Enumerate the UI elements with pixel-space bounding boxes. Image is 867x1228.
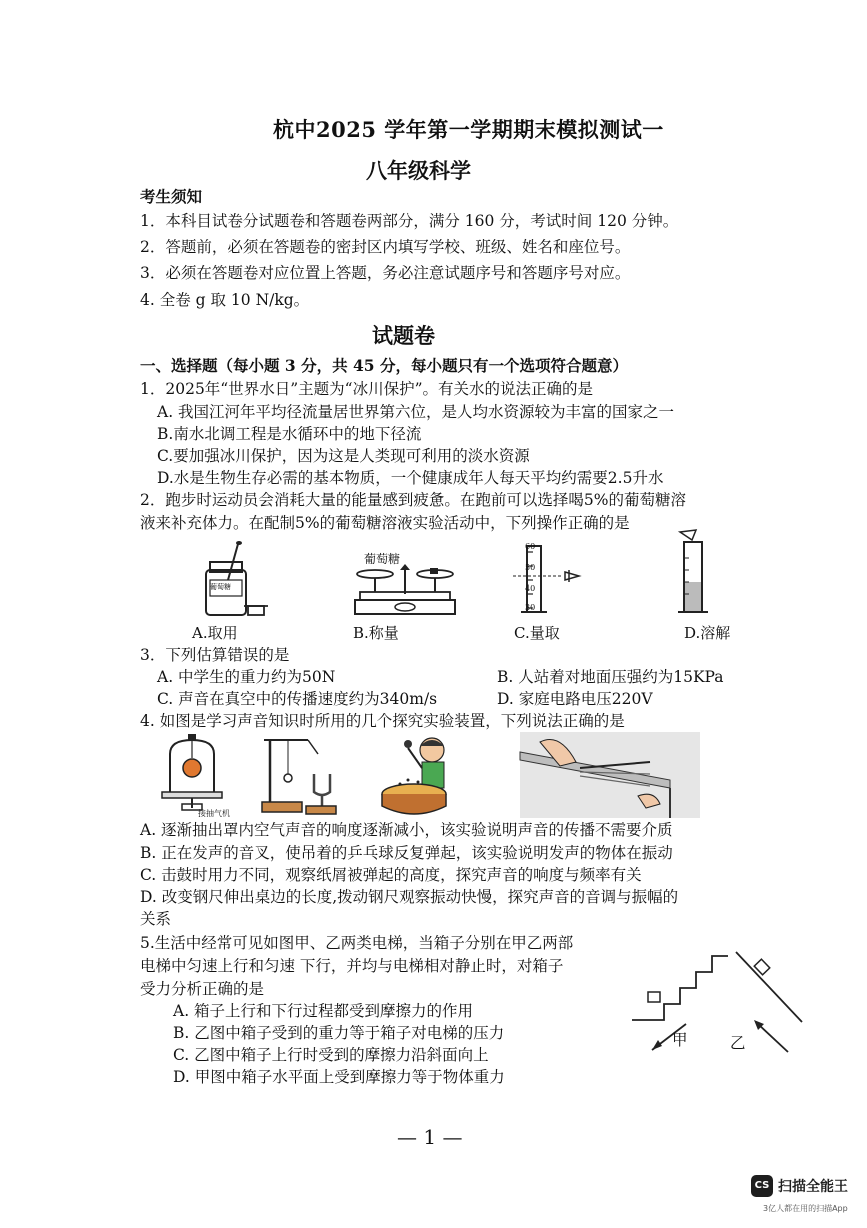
figure-escalators [630, 940, 810, 1060]
tick-label: 50 [525, 563, 536, 572]
page-number: — 1 — [397, 1125, 463, 1149]
camscanner-name: 扫描全能王 [778, 1179, 848, 1195]
paper-heading: 试题卷 [372, 323, 435, 348]
pump-label: 接抽气机 [198, 809, 230, 818]
figure-caption: D.溶解 [684, 624, 731, 642]
question-option: A. 我国江河年平均径流量居世界第六位，是人均水资源较为丰富的国家之一 [157, 403, 675, 421]
question-option: C.要加强冰川保护，因为这是人类现可利用的淡水资源 [157, 447, 530, 465]
figure-ruler-table [520, 732, 700, 818]
figure-bell-jar [160, 734, 230, 816]
question-stem: 电梯中匀速上行和匀速 下行，并均与电梯相对静止时，对箱子 [140, 957, 564, 975]
question-stem: 4. 如图是学习声音知识时所用的几个探究实验装置，下列说法正确的是 [140, 712, 625, 730]
question-option: B. 正在发声的音叉，使吊着的乒乓球反复弹起，该实验说明发声的物体在振动 [140, 844, 673, 862]
question-option: D. 家庭电路电压220V [497, 690, 653, 708]
notice-item: 4. 全卷 g 取 10 N/kg。 [140, 291, 310, 309]
question-option: B. 乙图中箱子受到的重力等于箱子对电梯的压力 [173, 1024, 505, 1042]
question-option: D. 改变钢尺伸出桌边的长度,拨动钢尺观察振动快慢，探究声音的音调与振幅的 [140, 888, 679, 906]
notice-item: 2．答题前，必须在答题卷的密封区内填写学校、班级、姓名和座位号。 [140, 238, 631, 256]
question-stem: 受力分析正确的是 [140, 980, 265, 998]
tick-label: 40 [525, 584, 536, 593]
figure-balance [350, 564, 460, 624]
question-option: A. 逐渐抽出罩内空气声音的响度逐渐减小，该实验说明声音的传播不需要介质 [140, 821, 673, 839]
question-option: D. 甲图中箱子水平面上受到摩擦力等于物体重力 [173, 1068, 505, 1086]
question-stem: 1．2025年“世界水日”主题为“冰川保护”。有关水的说法正确的是 [140, 380, 594, 398]
tick-label: 30 [525, 603, 536, 612]
balance-label: 葡萄糖 [364, 552, 401, 566]
question-option: C. 乙图中箱子上行时受到的摩擦力沿斜面向上 [173, 1046, 489, 1064]
tick-label: 60 [525, 542, 536, 551]
notice-heading: 考生须知 [140, 187, 203, 206]
question-stem: 5.生活中经常可见如图甲、乙两类电梯，当箱子分别在甲乙两部 [140, 934, 574, 952]
question-stem: 液来补充体力。在配制5%的葡萄糖溶液实验活动中，下列操作正确的是 [140, 514, 630, 532]
question-option-continued: 关系 [140, 910, 172, 928]
figure-caption: C.量取 [514, 624, 560, 642]
figure-drum-boy [378, 732, 474, 818]
figure-dissolving [672, 528, 722, 616]
notice-item: 1．本科目试卷分试题卷和答题卷两部分，满分 160 分，考试时间 120 分钟。 [140, 212, 679, 230]
question-option: A. 箱子上行和下行过程都受到摩擦力的作用 [173, 1002, 474, 1020]
figure-label-jia: 甲 [672, 1031, 688, 1049]
jar-label: 葡萄糖 [210, 583, 231, 591]
question-stem: 3．下列估算错误的是 [140, 646, 290, 664]
question-option: C. 声音在真空中的传播速度约为340m/s [157, 690, 438, 708]
figure-jar-spoon [200, 540, 270, 620]
figure-caption: A.取用 [192, 624, 238, 642]
section-heading: 一、选择题（每小题 3 分，共 45 分，每小题只有一个选项符合题意） [140, 356, 628, 375]
notice-item: 3．必须在答题卷对应位置上答题，务必注意试题序号和答题序号对应。 [140, 264, 631, 282]
question-option: A. 中学生的重力约为50N [157, 668, 336, 686]
exam-title: 杭中2025 学年第一学期期末模拟测试一 [273, 117, 664, 142]
camscanner-tagline: 3亿人都在用的扫描App [763, 1204, 848, 1213]
question-option: B. 人站着对地面压强约为15KPa [497, 668, 724, 686]
question-stem: 2．跑步时运动员会消耗大量的能量感到疲惫。在跑前可以选择喝5%的葡萄糖溶 [140, 491, 686, 509]
question-option: D.水是生物生存必需的基本物质，一个健康成年人每天平均约需要2.5升水 [157, 469, 664, 487]
figure-label-yi: 乙 [730, 1034, 746, 1052]
figure-tuning-fork [258, 734, 338, 816]
camscanner-logo-icon: CS [751, 1175, 773, 1197]
question-option: B.南水北调工程是水循环中的地下径流 [157, 425, 422, 443]
exam-subtitle: 八年级科学 [366, 158, 471, 183]
question-option: C. 击鼓时用力不同，观察纸屑被弹起的高度，探究声音的响度与频率有关 [140, 866, 642, 884]
figure-caption: B.称量 [353, 624, 399, 642]
